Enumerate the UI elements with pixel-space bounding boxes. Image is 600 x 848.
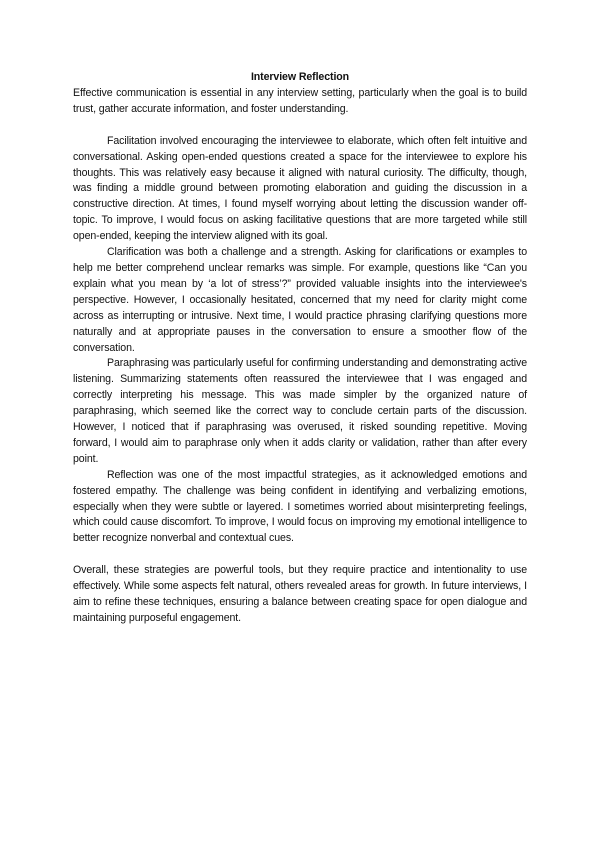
document-title: Interview Reflection bbox=[250, 71, 350, 83]
document-page bbox=[73, 70, 527, 627]
intro-paragraph: Effective communication is essential in any interview setting, particularly when the goal is to build trust, gather accurate information, and foster understanding. bbox=[73, 86, 527, 115]
conclusion-paragraph: Overall, these strategies are powerful tools, but they require practice and intentionality to use effectively. While some aspects felt natural, others revealed areas for growth. In future interviews, I aim to refine these techniques, ensuring a balance between creating space for open dialogue and maintaining purposeful engagement. bbox=[73, 564, 527, 624]
paragraph-paraphrasing: Paraphrasing was particularly useful for confirming understanding and demonstrating active listening. Summarizing statements often reassured the interviewee that I was engaged and correctly interpreting his message. This was made simpler by the organized nature of paraphrasing, which seemed like the correct way to conclude certain parts of the discussion. However, I noticed that if paraphrasing was overused, it risked sounding repetitive. Moving forward, I would aim to paraphrase only when it adds clarity or validation, rather than after every point. bbox=[73, 357, 527, 465]
paragraph-reflection: Reflection was one of the most impactful strategies, as it acknowledged emotions and fostered empathy. The challenge was being confident in identifying and verbalizing emotions, especially when they were subtle or layered. I sometimes worried about misinterpreting feelings, which could cause discomfort. To improve, I would focus on improving my emotional intelligence to better recognize nonverbal and contextual cues. bbox=[73, 468, 527, 545]
paragraph-facilitation: Facilitation involved encouraging the interviewee to elaborate, which often felt intuitive and conversational. Asking open-ended questions created a space for the interviewee to explore his thoughts. This was relatively easy because it aligned with natural curiosity. The difficulty, though, was finding a middle ground between promoting elaboration and guiding the discussion in a constructive direction. At times, I found myself worrying about letting the discussion wander off-topic. To improve, I would focus on asking facilitative questions that are more targeted while still open-ended, keeping the interview aligned with its goal. bbox=[73, 134, 527, 243]
paragraph-clarification: Clarification was both a challenge and a strength. Asking for clarifications or examples to help me better comprehend unclear remarks was simple. For example, questions like “Can you explain what you mean by ‘a lot of stress’?” provided valuable insights into the interviewee's perspective. However, I occasionally hesitated, concerned that my need for clarity might come across as interrupting or intrusive. Next time, I would practice phrasing clarifying questions more naturally and at appropriate pauses in the conversation to ensure a smoother flow of the conversation. bbox=[73, 246, 527, 354]
